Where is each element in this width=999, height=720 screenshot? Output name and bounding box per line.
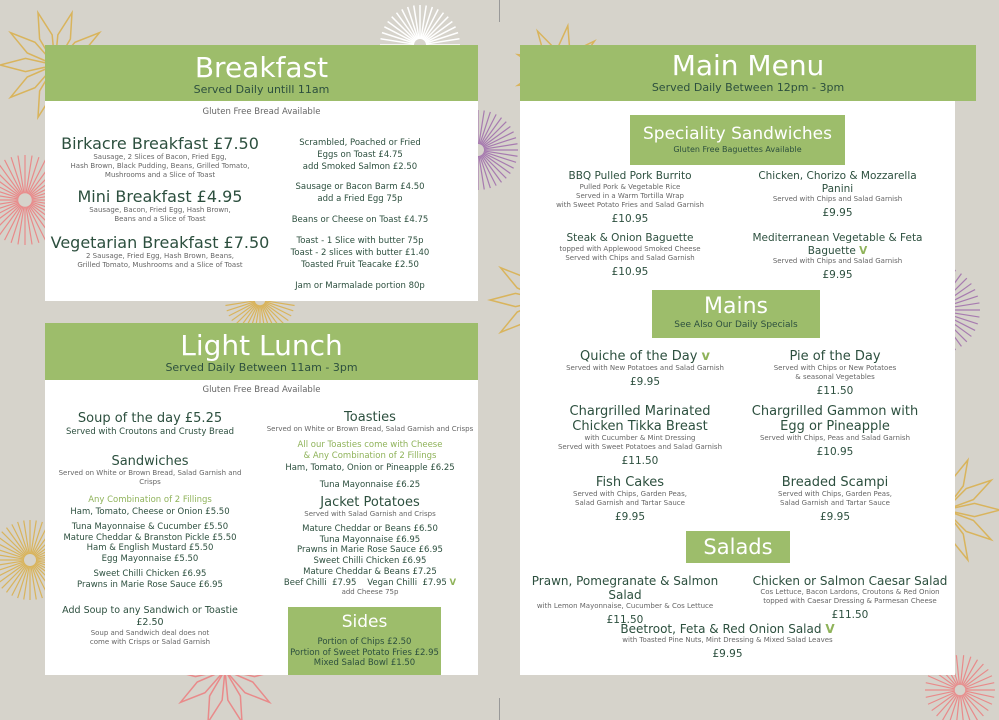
item-desc: Served with New Potatoes and Salad Garnish	[566, 364, 724, 372]
item-desc: with Sweet Potato Fries and Salad Garnish	[556, 200, 704, 209]
gluten-note: Gluten Free Bread Available	[202, 107, 321, 117]
item-name: Birkacre Breakfast £7.50	[61, 134, 259, 153]
speciality-title: Speciality Sandwiches	[643, 124, 832, 144]
item-name	[525, 574, 725, 602]
item-title: Pie of the Day	[789, 349, 881, 364]
soup-desc: Served with Croutons and Crusty Bread	[65, 427, 235, 437]
item-desc: Salad Garnish and Tartar Sauce	[780, 499, 890, 507]
side-item: Portion of Sweet Potato Fries £2.95	[290, 647, 439, 658]
lunch-title: Light Lunch	[180, 329, 343, 362]
item-name	[560, 475, 700, 490]
item-desc: topped with Caesar Dressing & Parmesan Cheese	[763, 597, 937, 605]
jacket-title: Jacket Potatoes	[320, 495, 420, 510]
menu-item	[535, 232, 725, 279]
item-title: Chargrilled Marinated Chicken Tikka Breast	[569, 404, 711, 434]
item-name	[745, 574, 955, 588]
crop-mark	[499, 698, 500, 720]
sandwiches-title: Sandwiches	[111, 454, 189, 469]
side-item: Portion of Chips £2.50	[317, 637, 412, 647]
mains-title: Mains	[704, 294, 768, 319]
extra-item: Toast - 1 Slice with butter 75p	[296, 236, 424, 246]
item-desc: Mushrooms and a Slice of Toast	[104, 171, 216, 179]
item-desc: Served in a Warm Tortilla Wrap	[576, 191, 684, 200]
item-price: £9.95	[629, 376, 661, 388]
menu-item	[745, 170, 930, 220]
item-desc: Beans and a Slice of Toast	[114, 215, 206, 223]
item-price: £11.50	[831, 609, 869, 621]
item-title: Steak & Onion Baguette	[566, 232, 694, 244]
item-title: Mediterranean Vegetable & Feta Baguette	[752, 232, 923, 257]
breakfast-title: Breakfast	[194, 51, 329, 84]
jacket-item: Mature Cheddar or Beans £6.50	[302, 524, 438, 534]
add-cheese-note: add Cheese 75p	[341, 588, 399, 597]
sandwiches-note: Any Combination of 2 Fillings	[88, 495, 212, 505]
item-price: £10.95	[611, 265, 649, 278]
item-desc: Salad Garnish and Tartar Sauce	[575, 499, 685, 507]
speciality-subtitle: Gluten Free Baguettes Available	[673, 145, 802, 154]
item-title: Fish Cakes	[595, 475, 665, 490]
menu-item	[755, 349, 915, 398]
sandwich-item: Egg Mayonnaise £5.50	[101, 553, 199, 564]
item-name: Mini Breakfast £4.95	[77, 187, 243, 206]
item-price: £11.50	[816, 385, 854, 397]
lunch-subtitle: Served Daily Between 11am - 3pm	[165, 361, 358, 374]
item-title: Chicken, Chorizo & Mozzarella Panini	[758, 170, 917, 195]
soup-name: Soup of the day £5.25	[77, 411, 223, 426]
crop-mark	[499, 0, 500, 22]
item-name	[755, 349, 915, 364]
extra-item: Beans or Cheese on Toast £4.75	[291, 215, 429, 225]
jacket-item: Tuna Mayonnaise £6.95	[319, 534, 421, 545]
item-desc: with Lemon Mayonnaise, Cucumber & Cos Lettuce	[536, 602, 714, 610]
sides-title: Sides	[341, 612, 388, 632]
item-price: £9.95	[614, 511, 646, 523]
item-desc: Served with Chips and Salad Garnish	[565, 253, 695, 262]
menu-item	[535, 170, 725, 226]
item-desc: with Cucumber & Mint Dressing	[584, 434, 696, 442]
main-title: Main Menu	[671, 49, 825, 82]
item-desc: with Toasted Pine Nuts, Mint Dressing & Mixed Salad Leaves	[622, 636, 833, 644]
item-desc: Grilled Tomato, Mushrooms and a Slice of Toast	[77, 261, 243, 269]
sandwich-item: Ham & English Mustard £5.50	[86, 543, 214, 553]
add-soup-offer: Add Soup to any Sandwich or Toastie £2.50	[62, 605, 238, 628]
item-desc: & seasonal Vegetables	[795, 373, 875, 381]
item-desc: Pulled Pork & Vegetable Rice	[579, 182, 681, 191]
item-price: £9.95	[819, 511, 851, 523]
item-name	[535, 232, 725, 245]
item-price: £11.50	[606, 614, 644, 626]
breakfast-subtitle: Served Daily untill 11am	[193, 83, 330, 96]
add-soup-desc: Soup and Sandwich deal does not	[90, 629, 210, 637]
lunch-right-column	[265, 410, 475, 597]
extra-item: Sausage or Bacon Barm £4.50	[295, 182, 425, 192]
jacket-item: Sweet Chilli Chicken £6.95	[313, 556, 427, 567]
jacket-desc: Served with Salad Garnish and Crisps	[304, 510, 436, 518]
item-price: £10.95	[816, 446, 854, 458]
sandwich-item: Sweet Chilli Chicken £6.95	[93, 569, 207, 579]
item-price: £9.95	[822, 207, 853, 219]
item-desc: Hash Brown, Black Pudding, Beans, Grilled Tomato,	[70, 162, 250, 170]
menu-item	[525, 574, 725, 627]
extra-item: add Smoked Salmon £2.50	[302, 162, 418, 172]
item-name	[560, 349, 730, 364]
menu-item	[745, 232, 930, 282]
speciality-header	[630, 115, 845, 165]
item-name	[535, 170, 725, 183]
breakfast-items	[50, 135, 270, 270]
lunch-left-column	[50, 411, 250, 647]
item-name	[555, 404, 725, 434]
item-name	[755, 475, 915, 490]
item-desc: Cos Lettuce, Bacon Lardons, Croutons & Red Onion	[760, 588, 940, 596]
main-header	[520, 45, 976, 101]
item-desc: Served with Chips, Garden Peas,	[778, 490, 892, 498]
item-name	[745, 170, 930, 195]
item-title: Breaded Scampi	[781, 475, 889, 490]
main-subtitle: Served Daily Between 12pm - 3pm	[651, 81, 845, 94]
item-desc: Served with Chips, Peas and Salad Garnish	[759, 434, 911, 442]
item-desc: Served with Chips or New Potatoes	[773, 364, 897, 372]
breakfast-header	[45, 45, 478, 101]
jacket-item: Mature Cheddar & Beans £7.25	[303, 566, 437, 577]
item-title: Prawn, Pomegranate & Salmon Salad	[531, 574, 719, 602]
sandwich-item: Tuna Mayonnaise & Cucumber £5.50	[71, 522, 229, 532]
menu-item	[555, 404, 725, 468]
breakfast-extras	[275, 137, 445, 292]
extra-item: add a Fried Egg 75p	[317, 194, 403, 204]
salads-header	[686, 531, 790, 563]
menu-item	[560, 475, 700, 524]
menu-item	[600, 622, 855, 661]
toasties-note: & Any Combination of 2 Fillings	[303, 451, 437, 461]
menu-item	[745, 404, 925, 459]
extra-item: Toast - 2 slices with butter £1.40	[290, 248, 430, 258]
mains-subtitle: See Also Our Daily Specials	[674, 320, 798, 330]
gluten-note: Gluten Free Bread Available	[202, 385, 321, 395]
jacket-item: Beef Chilli £7.95 Vegan Chilli £7.95	[283, 577, 447, 588]
item-desc: Served with Chips, Garden Peas,	[573, 490, 687, 498]
mains-header	[652, 290, 820, 338]
item-title: Quiche of the Day	[579, 349, 698, 364]
item-name	[600, 622, 855, 636]
salads-title: Salads	[703, 535, 773, 559]
item-name	[745, 404, 925, 434]
item-desc: Served with Chips and Salad Garnish	[772, 195, 903, 203]
item-desc: Sausage, Bacon, Fried Egg, Hash Brown,	[89, 206, 231, 214]
toasties-title: Toasties	[344, 410, 396, 425]
toasties-note: All our Toasties come with Cheese	[297, 440, 443, 450]
sandwich-item: Mature Cheddar & Branston Pickle £5.50	[63, 532, 237, 543]
toasties-desc: Served on White or Brown Bread, Salad Garnish and Crisps	[266, 425, 474, 433]
item-desc: Served with Chips and Salad Garnish	[772, 257, 903, 265]
menu-item	[745, 574, 955, 622]
item-desc: Served with Sweet Potatoes and Salad Garnish	[557, 443, 723, 451]
extra-item: Scrambled, Poached or Fried	[299, 138, 421, 148]
toastie-item: Tuna Mayonnaise £6.25	[319, 480, 421, 490]
sides-box	[288, 607, 441, 675]
sandwich-item: Ham, Tomato, Cheese or Onion £5.50	[70, 507, 230, 517]
item-desc: topped with Applewood Smoked Cheese	[559, 244, 701, 253]
toastie-item: Ham, Tomato, Onion or Pineapple £6.25	[285, 463, 455, 473]
item-price: £9.95	[822, 269, 853, 281]
item-name	[745, 232, 930, 257]
jacket-item: Prawns in Marie Rose Sauce £6.95	[297, 545, 443, 556]
menu-item	[560, 349, 730, 389]
item-title: Chargrilled Gammon with Egg or Pineapple	[751, 404, 919, 434]
item-price: £9.95	[712, 648, 743, 660]
sandwich-item: Prawns in Marie Rose Sauce £6.95	[77, 580, 223, 590]
add-soup-desc: come with Crisps or Salad Garnish	[89, 638, 211, 646]
lunch-header	[45, 323, 478, 380]
item-price: £10.95	[611, 212, 649, 225]
vegetarian-icon: v	[701, 349, 711, 364]
item-desc: Sausage, 2 Slices of Bacon, Fried Egg,	[93, 153, 227, 161]
extra-item: Eggs on Toast £4.75	[317, 150, 403, 160]
sandwiches-desc: Served on White or Brown Bread, Salad Garnish and Crisps	[58, 469, 242, 486]
item-desc: 2 Sausage, Fried Egg, Hash Brown, Beans,	[85, 252, 235, 260]
extra-item: Jam or Marmalade portion 80p	[295, 281, 425, 291]
side-item: Mixed Salad Bowl £1.50	[313, 658, 416, 668]
item-title: BBQ Pulled Pork Burrito	[568, 170, 692, 182]
item-title: Chicken or Salmon Caesar Salad	[752, 574, 948, 588]
vegetarian-icon: V	[825, 622, 835, 636]
menu-item	[755, 475, 915, 524]
item-title: Beetroot, Feta & Red Onion Salad	[620, 622, 822, 636]
vegetarian-icon: V	[449, 577, 457, 588]
item-name: Vegetarian Breakfast £7.50	[50, 233, 270, 252]
item-price: £11.50	[621, 455, 659, 467]
vegetarian-icon: V	[859, 244, 868, 257]
extra-item: Toasted Fruit Teacake £2.50	[301, 260, 419, 270]
